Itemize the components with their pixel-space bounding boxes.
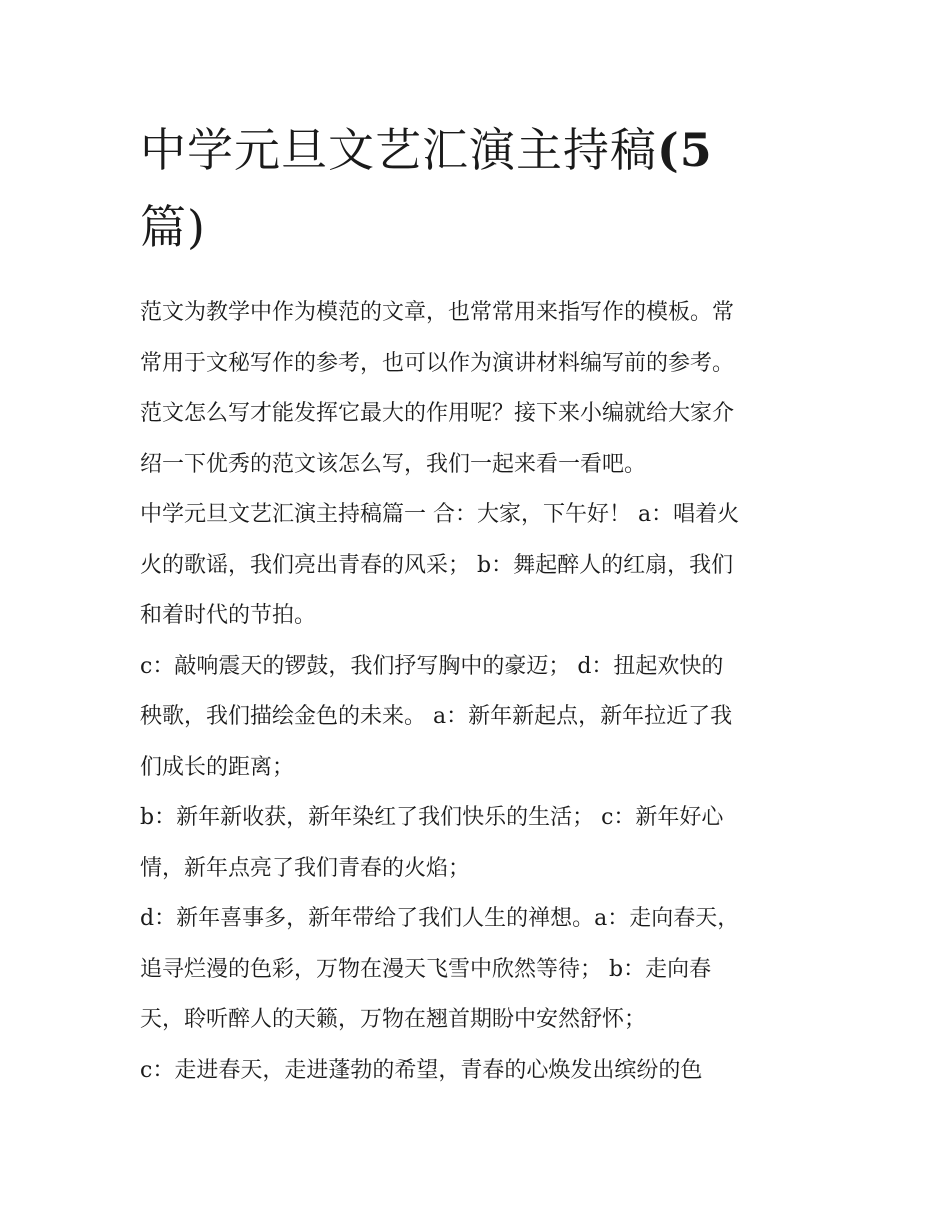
paragraph-c-spring — [140, 1046, 820, 1097]
paragraph-d-a-b — [140, 894, 820, 1046]
text-line: 常用于文秘写作的参考，也可以作为演讲材料编写前的参考。 — [140, 350, 735, 376]
title-main: 中学元旦文艺汇演主持稿 — [140, 123, 657, 177]
text-line: 天，聆听醉人的天籁，万物在翘首期盼中安然舒怀； — [140, 1007, 647, 1032]
text-line: 们成长的距离； — [140, 754, 295, 780]
text-line: 绍一下优秀的范文该怎么写，我们一起来看一看吧。 — [140, 451, 647, 477]
text-line: 秧歌，我们描绘金色的未来。 a：新年新起点，新年拉近了我 — [140, 704, 733, 729]
text-line: 中学元旦文艺汇演主持稿篇一 合：大家，下午好！ a：唱着火 — [140, 502, 740, 527]
text-line: 情，新年点亮了我们青春的火焰； — [140, 855, 471, 881]
title-count: (5 — [657, 123, 713, 177]
text-line: c：走进春天，走进蓬勃的希望，青春的心焕发出缤纷的色 — [140, 1057, 703, 1083]
text-line: b：新年新收获，新年染红了我们快乐的生活； c：新年好心 — [140, 805, 724, 830]
text-line: 追寻烂漫的色彩，万物在漫天飞雪中欣然等待； b：走向春 — [140, 956, 712, 982]
document-title — [140, 112, 760, 266]
title-count-close: 篇) — [140, 200, 206, 254]
text-line: c：敲响震天的锣鼓，我们抒写胸中的豪迈； d：扭起欢快的 — [140, 653, 724, 679]
document-body — [140, 288, 820, 1096]
paragraph-opening — [140, 490, 820, 642]
paragraph-c-d — [140, 642, 820, 794]
document-content — [140, 112, 820, 1096]
text-line: d：新年喜事多，新年带给了我们人生的禅想。a：走向春天， — [140, 906, 740, 931]
paragraph-intro — [140, 288, 820, 490]
text-line: 和着时代的节拍。 — [140, 603, 317, 628]
paragraph-b-c — [140, 793, 820, 894]
text-line: 范文怎么写才能发挥它最大的作用呢？接下来小编就给大家介 — [140, 401, 735, 426]
text-line: 火的歌谣，我们亮出青春的风采； b：舞起醉人的红扇，我们 — [140, 552, 734, 578]
text-line: 范文为教学中作为模范的文章，也常常用来指写作的模板。常 — [140, 300, 735, 325]
